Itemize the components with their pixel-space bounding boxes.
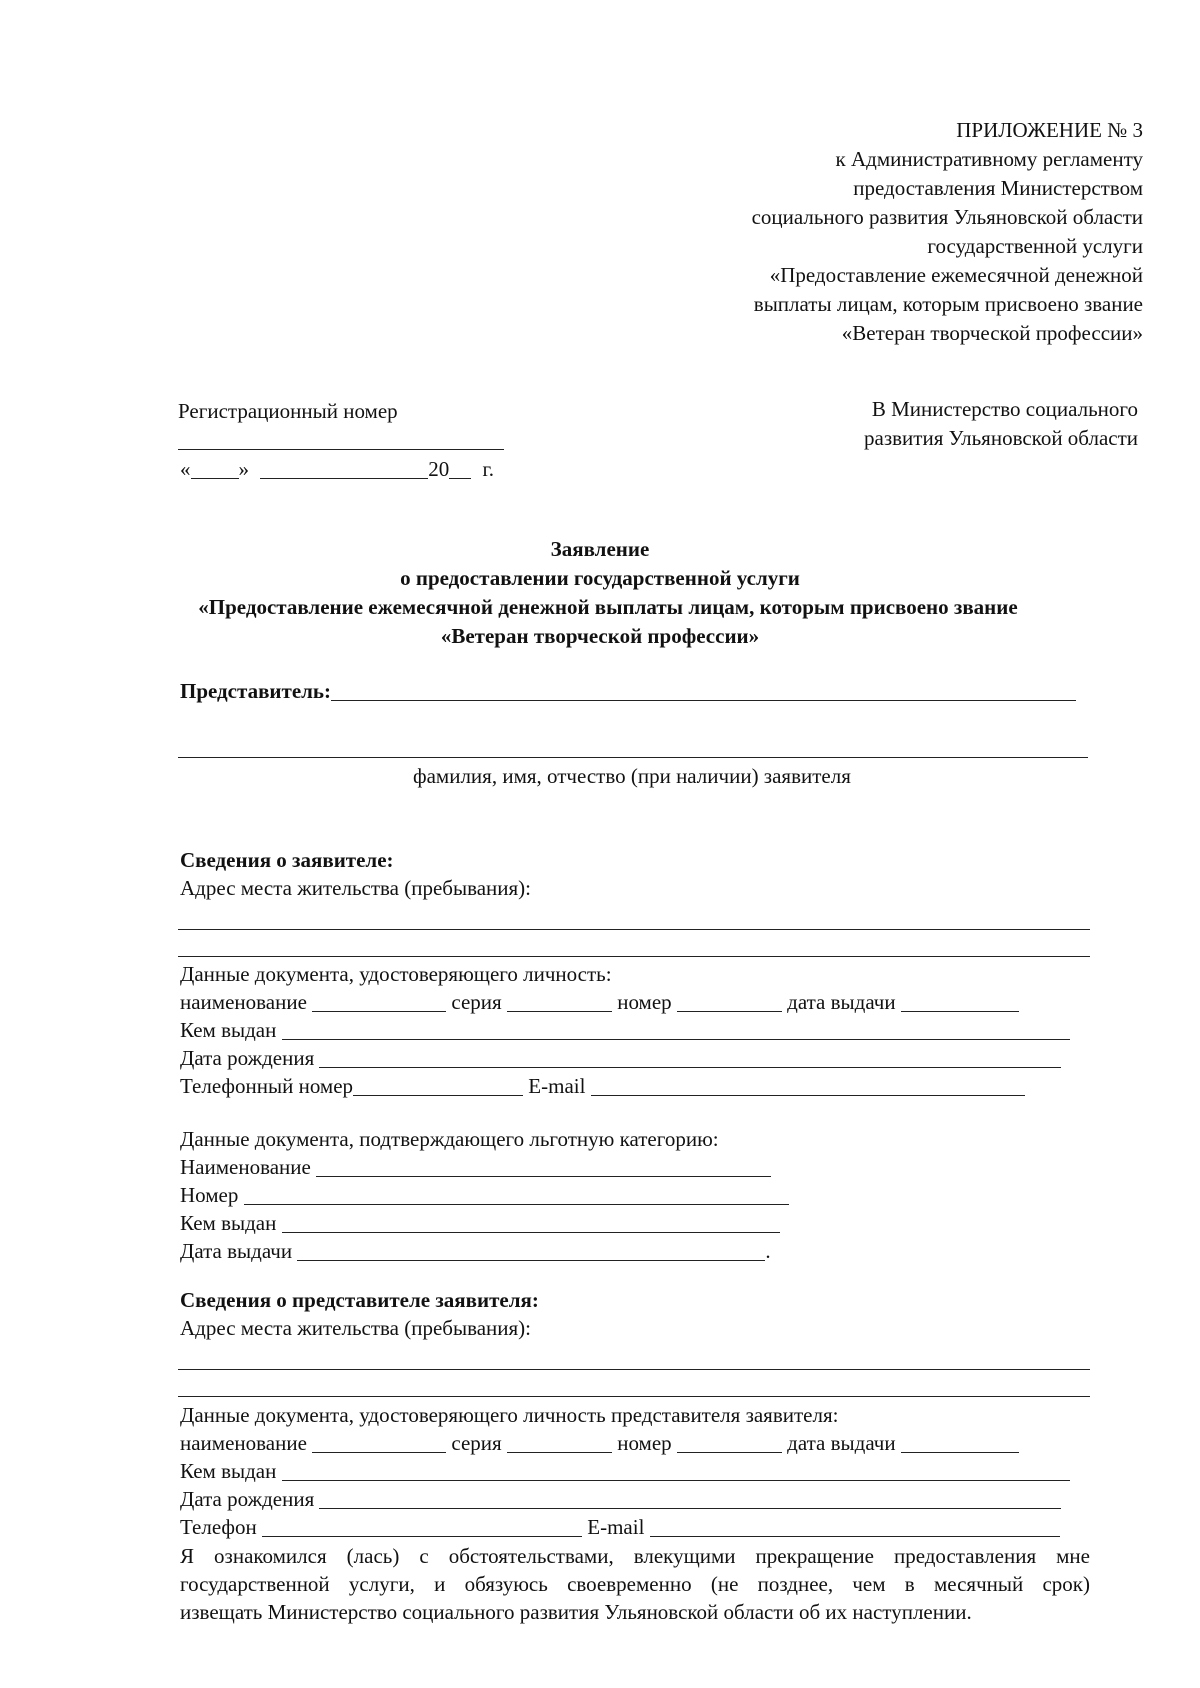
statement-line: Я ознакомился (лась) с обстоятельствами, влекущими прекращение предоставления мне	[180, 1544, 1090, 1568]
benefit-number-field[interactable]	[244, 1184, 789, 1205]
doc-name-field[interactable]	[312, 991, 446, 1012]
birth-date-label: Дата рождения	[180, 1487, 315, 1511]
applicant-address-line[interactable]	[178, 929, 1090, 930]
addressee-line: развития Ульяновской области	[864, 426, 1138, 450]
benefit-issue-date-field[interactable]	[297, 1240, 765, 1261]
benefit-issued-by-field[interactable]	[282, 1212, 780, 1233]
rep-id-doc-title: Данные документа, удостоверяющего личность представителя заявителя:	[180, 1403, 839, 1427]
benefit-doc-title: Данные документа, подтверждающего льготную категорию:	[180, 1127, 719, 1151]
series-label: серия	[451, 1431, 502, 1455]
birth-date-field[interactable]	[319, 1047, 1061, 1068]
statement-line: государственной услуги, и обязуюсь своевременно (не позднее, чем в месячный срок)	[180, 1572, 1090, 1596]
benefit-number-label: Номер	[180, 1183, 239, 1207]
heading-line: «Ветеран творческой профессии»	[440, 624, 760, 648]
appendix-line: «Ветеран творческой профессии»	[841, 321, 1143, 345]
appendix-line: государственной услуги	[927, 234, 1143, 258]
registration-date	[180, 455, 494, 484]
rep-issued-by-row	[180, 1457, 1070, 1485]
phone-field[interactable]	[262, 1516, 582, 1537]
series-field[interactable]	[507, 991, 612, 1012]
phone-field[interactable]	[353, 1075, 523, 1096]
registration-number-line[interactable]	[178, 449, 504, 450]
appendix-title: ПРИЛОЖЕНИЕ № 3	[956, 118, 1143, 142]
year-field[interactable]	[449, 458, 471, 479]
issue-date-field[interactable]	[901, 1432, 1019, 1453]
series-label: серия	[451, 990, 502, 1014]
issued-by-field[interactable]	[282, 1019, 1070, 1040]
quote-close: »	[238, 457, 249, 481]
addressee-block	[864, 395, 1138, 453]
issue-date-label: дата выдачи	[787, 1431, 896, 1455]
applicant-contacts-row	[180, 1072, 1025, 1100]
appendix-line: к Административному регламенту	[835, 147, 1143, 171]
benefit-name-label: Наименование	[180, 1155, 311, 1179]
applicant-name-line[interactable]	[178, 757, 1088, 758]
email-field[interactable]	[591, 1075, 1025, 1096]
applicant-address-line[interactable]	[178, 956, 1090, 957]
series-field[interactable]	[507, 1432, 612, 1453]
period: .	[765, 1239, 771, 1263]
rep-birth-date-row	[180, 1485, 1061, 1513]
benefit-issued-by-row	[180, 1209, 780, 1237]
issue-date-field[interactable]	[901, 991, 1019, 1012]
appendix-line: выплаты лицам, которым присвоено звание	[753, 292, 1143, 316]
applicant-section-title: Сведения о заявителе:	[180, 848, 394, 872]
phone-label: Телефон	[180, 1515, 257, 1539]
applicant-id-doc-row	[180, 988, 1019, 1016]
quote-open: «	[180, 457, 191, 481]
issued-by-label: Кем выдан	[180, 1018, 277, 1042]
rep-id-doc-row	[180, 1429, 1019, 1457]
rep-address-label: Адрес места жительства (пребывания):	[180, 1316, 532, 1340]
birth-date-label: Дата рождения	[180, 1046, 315, 1070]
name-label: наименование	[180, 990, 307, 1014]
document-heading	[0, 535, 1200, 651]
benefit-number-row	[180, 1181, 789, 1209]
representative-field[interactable]	[331, 680, 1076, 701]
rep-section-title: Сведения о представителе заявителя:	[180, 1288, 539, 1312]
number-field[interactable]	[677, 991, 782, 1012]
day-field[interactable]	[191, 458, 239, 479]
appendix-line: «Предоставление ежемесячной денежной	[769, 263, 1143, 287]
heading-line: о предоставлении государственной услуги	[400, 566, 800, 590]
birth-date-field[interactable]	[319, 1488, 1061, 1509]
phone-label: Телефонный номер	[180, 1074, 354, 1098]
appendix-block	[752, 116, 1143, 348]
issued-by-field[interactable]	[282, 1460, 1070, 1481]
registration-label: Регистрационный номер	[178, 399, 398, 423]
addressee-line: В Министерство социального	[871, 397, 1138, 421]
applicant-address-label: Адрес места жительства (пребывания):	[180, 876, 532, 900]
year-prefix: 20	[428, 457, 450, 481]
statement-paragraph	[180, 1542, 1090, 1626]
statement-line: извещать Министерство социального развития Ульяновской области об их наступлении.	[180, 1600, 972, 1624]
name-label: наименование	[180, 1431, 307, 1455]
benefit-name-row	[180, 1153, 771, 1181]
applicant-birth-date-row	[180, 1044, 1061, 1072]
email-label: E-mail	[587, 1515, 645, 1539]
representative-label: Представитель:	[180, 679, 332, 703]
benefit-name-field[interactable]	[316, 1156, 771, 1177]
benefit-issue-date-label: Дата выдачи	[180, 1239, 293, 1263]
benefit-issue-date-row	[180, 1237, 771, 1265]
applicant-issued-by-row	[180, 1016, 1070, 1044]
heading-line: «Предоставление ежемесячной денежной выплаты лицам, которым присвоено звание	[198, 595, 1018, 619]
appendix-line: предоставления Министерством	[853, 176, 1143, 200]
applicant-id-doc-title: Данные документа, удостоверяющего личность:	[180, 962, 612, 986]
rep-contacts-row	[180, 1513, 1060, 1541]
number-field[interactable]	[677, 1432, 782, 1453]
doc-name-field[interactable]	[312, 1432, 446, 1453]
applicant-name-caption: фамилия, имя, отчество (при наличии) заявителя	[413, 764, 851, 788]
email-field[interactable]	[650, 1516, 1060, 1537]
rep-address-line[interactable]	[178, 1396, 1090, 1397]
heading-line: Заявление	[550, 537, 650, 561]
benefit-issued-by-label: Кем выдан	[180, 1211, 277, 1235]
appendix-line: социального развития Ульяновской области	[751, 205, 1143, 229]
email-label: E-mail	[528, 1074, 586, 1098]
number-label: номер	[617, 1431, 672, 1455]
year-suffix: г.	[482, 457, 494, 481]
issued-by-label: Кем выдан	[180, 1459, 277, 1483]
issue-date-label: дата выдачи	[787, 990, 896, 1014]
rep-address-line[interactable]	[178, 1369, 1090, 1370]
number-label: номер	[617, 990, 672, 1014]
representative-row	[180, 677, 1076, 705]
month-field[interactable]	[260, 458, 428, 479]
